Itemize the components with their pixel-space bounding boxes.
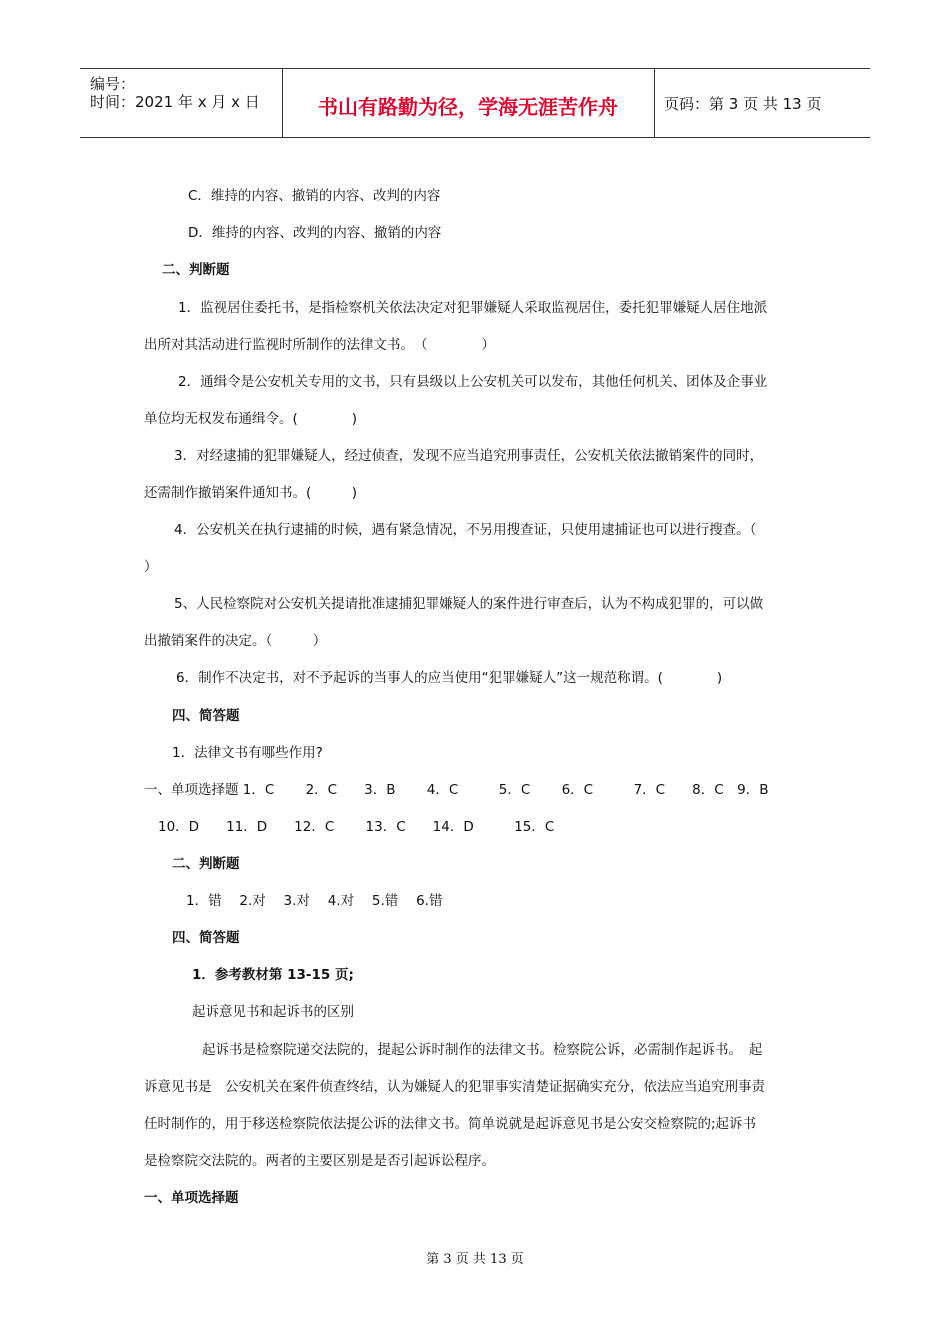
header-motto: 书山有路勤为径，学海无涯苦作舟 bbox=[318, 95, 618, 119]
header-motto-cell bbox=[282, 69, 655, 137]
option-c: C．维持的内容、撤销的内容、改判的内容 bbox=[188, 188, 441, 204]
paragraph-line: 起诉书是检察院递交法院的，提起公诉时制作的法律文书。检察院公诉，必需制作起诉书。 起 bbox=[202, 1042, 763, 1058]
section-heading: 二、判断题 bbox=[162, 262, 230, 278]
answer-line: 1．错 2.对 3.对 4.对 5.错 6.错 bbox=[186, 893, 443, 909]
paragraph-line: 6．制作不决定书，对不予起诉的当事人的应当使用“犯罪嫌疑人”这一规范称谓。( ) bbox=[176, 670, 723, 686]
question-line: 1．法律文书有哪些作用? bbox=[172, 745, 323, 761]
option-d: D．维持的内容、改判的内容、撤销的内容 bbox=[188, 225, 442, 241]
answer-line: 1．参考教材第 13-15 页; bbox=[192, 967, 354, 983]
header-meta-cell bbox=[80, 69, 283, 137]
doc-number-label: 编号： bbox=[90, 75, 136, 93]
answer-line: 10．D 11．D 12．C 13．C 14．D 15．C bbox=[158, 819, 555, 835]
subheading: 起诉意见书和起诉书的区别 bbox=[192, 1004, 354, 1020]
page-header bbox=[80, 68, 870, 138]
paragraph-line: 2．通缉令是公安机关专用的文书，只有县级以上公安机关可以发布，其他任何机关、团体及企事业 bbox=[178, 374, 768, 390]
answer-line: 一、单项选择题 1．C 2．C 3．B 4．C 5．C 6．C 7．C 8．C 9．B bbox=[144, 782, 769, 798]
paragraph-line: 任时制作的，用于移送检察院依法提公诉的法律文书。简单说就是起诉意见书是公安交检察院的;起诉书 bbox=[144, 1116, 757, 1132]
section-heading: 一、单项选择题 bbox=[144, 1190, 239, 1206]
doc-date-label: 时间：2021 年 x 月 x 日 bbox=[90, 93, 260, 111]
paragraph-line: 出所对其活动进行监视时所制作的法律文书。 （ ） bbox=[144, 337, 495, 353]
paragraph-line: 出撤销案件的决定。（ ） bbox=[144, 633, 327, 649]
header-page-number: 页码：第 3 页 共 13 页 bbox=[664, 95, 822, 113]
paragraph-line: 5、人民检察院对公安机关提请批准逮捕犯罪嫌疑人的案件进行审查后，认为不构成犯罪的，可以做 bbox=[174, 596, 764, 612]
paragraph-line: ） bbox=[144, 559, 158, 575]
header-page-cell bbox=[654, 69, 870, 137]
page-footer: 第 3 页 共 13 页 bbox=[426, 1252, 524, 1267]
section-heading: 二、判断题 bbox=[172, 856, 240, 872]
section-heading: 四、简答题 bbox=[172, 930, 240, 946]
paragraph-line: 是检察院交法院的。两者的主要区别是是否引起诉讼程序。 bbox=[144, 1153, 495, 1169]
paragraph-line: 诉意见书是 公安机关在案件侦查终结，认为嫌疑人的犯罪事实清楚证据确实充分，依法应当追究刑事责 bbox=[144, 1079, 765, 1095]
paragraph-line: 3．对经逮捕的犯罪嫌疑人，经过侦查，发现不应当追究刑事责任，公安机关依法撤销案件的同时， bbox=[174, 448, 764, 464]
paragraph-line: 单位均无权发布通缉令。( ) bbox=[144, 411, 358, 427]
paragraph-line: 还需制作撤销案件通知书。( ) bbox=[144, 485, 358, 501]
paragraph-line: 1．监视居住委托书，是指检察机关依法决定对犯罪嫌疑人采取监视居住，委托犯罪嫌疑人居住地派 bbox=[178, 300, 768, 316]
section-heading: 四、简答题 bbox=[172, 708, 240, 724]
paragraph-line: 4．公安机关在执行逮捕的时候，遇有紧急情况，不另用搜查证，只使用逮捕证也可以进行搜查。（ bbox=[174, 522, 757, 538]
